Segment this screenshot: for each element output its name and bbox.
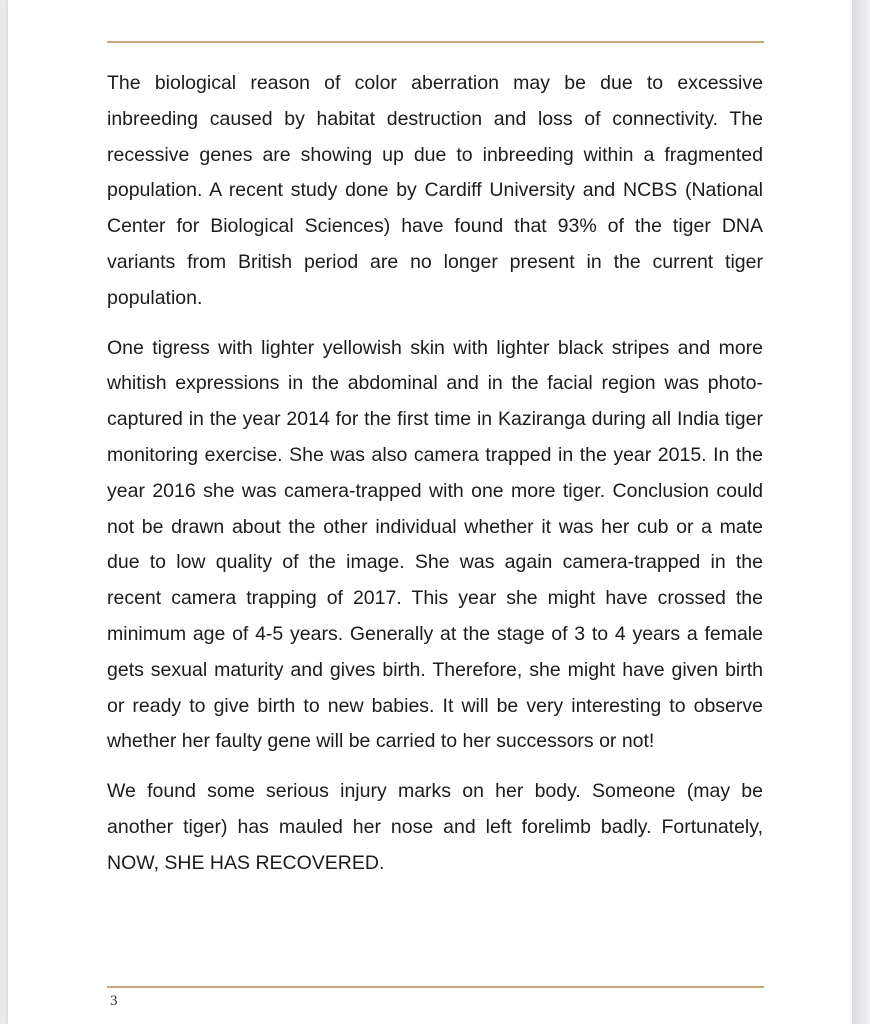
page-number: 3 — [110, 993, 118, 1009]
paragraph-tigress-sightings: One tigress with lighter yellowish skin with lighter black stripes and more whitish expressions in the abdominal and in the facial region was photo-captured in the year 2014 for the first time in Kaziranga during all India tiger monitoring exercise. She was also camera trapped in the year 2015. In the year 2016 she was camera-trapped with one more tiger. Conclusion could not be drawn about the other individual whether it was her cub or a mate due to low quality of the image. She was again camera-trapped in the recent camera trapping of 2017. This year she might have crossed the minimum age of 4-5 years. Generally at the stage of 3 to 4 years a female gets sexual maturity and gives birth. Therefore, she might have given birth or ready to give birth to new babies. It will be very interesting to observe whether her faulty gene will be carried to her successors or not! — [107, 336, 763, 753]
paragraph-inbreeding: The biological reason of color aberration may be due to excessive inbreeding caused by habitat destruction and loss of connectivity. The recessive genes are showing up due to inbreeding within a fragmented population. A recent study done by Cardiff University and NCBS (National Center for Biological Sciences) have found that 93% of the tiger DNA variants from British period are no longer present in the current tiger population. — [107, 72, 763, 309]
header-rule — [107, 41, 764, 43]
viewer-scroll-edge — [852, 0, 870, 1024]
page-body — [107, 66, 763, 896]
paragraph-injury: We found some serious injury marks on her body. Someone (may be another tiger) has mauled her nose and left forelimb badly. Fortunately, NOW, SHE HAS RECOVERED. — [107, 780, 763, 874]
footer-rule — [107, 986, 764, 988]
